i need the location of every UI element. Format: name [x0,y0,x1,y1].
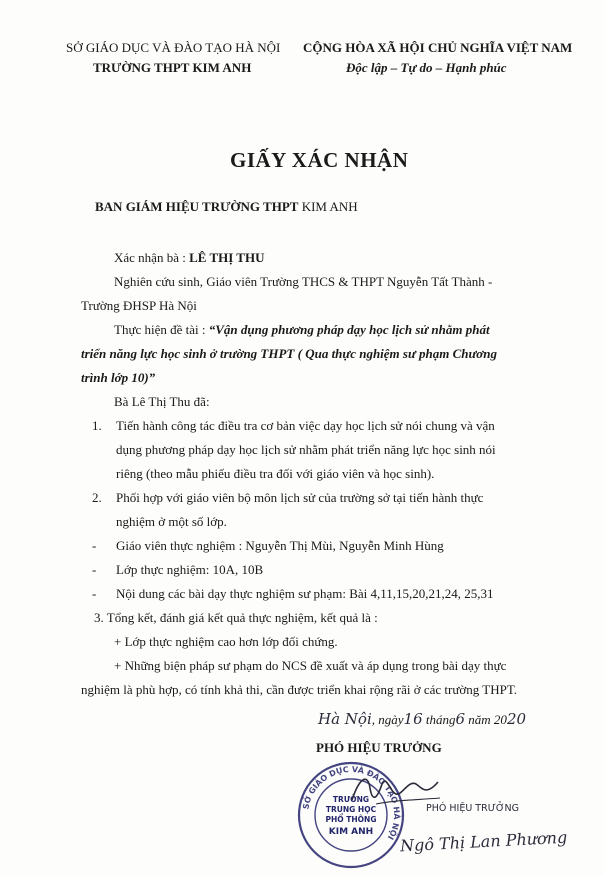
item-3-line: 3. Tổng kết, đánh giá kết quả thực nghiệm, kết quả là : [94,610,378,625]
stamp-line-1: TRƯỜNG [332,795,370,804]
teachers-line: Giáo viên thực nghiệm : Nguyễn Thị Mùi, Nguyễn Minh Hùng [116,538,444,553]
item-1-line-2: dụng phương pháp dạy học lịch sử nhằm phát triển năng lực học sinh nói [116,442,496,457]
item-1-number: 1. [92,418,102,433]
topic-line-1 [114,322,490,338]
school-name: TRƯỜNG THPT KIM ANH [93,60,252,75]
topic-title-3: trình lớp 10)” [81,370,156,385]
result-1: + Lớp thực nghiệm cao hơn lớp đối chứng. [114,634,338,649]
topic-title-2: triển năng lực học sinh ở trường THPT ( Qua thực nghiệm sư phạm Chương [81,346,498,361]
topic-prefix: Thực hiện đề tài : [114,322,209,337]
item-2-number: 2. [92,490,102,505]
topic-title-1: “Vận dụng phương pháp dạy học lịch sử nhằm phát [208,322,490,337]
stamp-line-3: PHỔ THÔNG [325,815,377,824]
classes-line: Lớp thực nghiệm: 10A, 10B [116,562,264,577]
document-title: GIẤY XÁC NHẬN [230,148,409,172]
date-day: 16 [403,710,423,728]
issuing-board-rest: KIM ANH [298,199,358,214]
signer-title: PHÓ HIỆU TRƯỞNG [316,740,442,755]
national-motto: Độc lập – Tự do – Hạnh phúc [346,60,507,75]
person-name: LÊ THỊ THU [189,250,265,265]
item-1-line-1: Tiến hành công tác điều tra cơ bản việc dạy học lịch sử nói chung và vận [116,418,495,433]
done-intro: Bà Lê Thị Thu đã: [114,394,210,409]
stamp-line-4: KIM ANH [328,827,374,837]
result-2-line-2: nghiệm là phù hợp, có tính khả thi, cần được triển khai rộng rãi ở các trường THPT. [81,682,518,697]
date-ngay: , ngày [371,712,404,727]
date-nam: năm 20 [465,712,507,727]
item-2-line-1: Phối hợp với giáo viên bộ môn lịch sử của trường sở tại tiến hành thực [116,490,484,505]
date-year: 20 [506,710,527,728]
date-line [318,710,526,728]
result-2-line-1: + Những biện pháp sư phạm do NCS đề xuất và áp dụng trong bài dạy thực [114,658,507,673]
issuing-board-bold: BAN GIÁM HIỆU TRƯỜNG THPT [95,199,299,214]
date-month: 6 [455,710,466,728]
role-line-1: Nghiên cứu sinh, Giáo viên Trường THCS & THPT Nguyễn Tất Thành - [114,274,493,289]
role-line-2: Trường ĐHSP Hà Nội [81,298,197,313]
dash-bullet: - [92,586,97,601]
stamp-ring-path: SỞ GIÁO DỤC VÀ ĐÀO TẠO HÀ NỘI [301,764,402,842]
signature-caption: PHÓ HIỆU TRƯỞNG [426,803,519,814]
lessons-line: Nội dung các bài dạy thực nghiệm sư phạm: Bài 4,11,15,20,21,24, 25,31 [116,586,494,601]
country-name: CỘNG HÒA XÃ HỘI CHỦ NGHĨA VIỆT NAM [303,40,573,55]
department-name: SỞ GIÁO DỤC VÀ ĐÀO TẠO HÀ NỘI [66,40,281,55]
signer-name: Ngô Thị Lan Phương [399,827,568,856]
dash-bullet: - [92,538,97,553]
stamp-line-2: TRUNG HỌC [325,805,377,814]
item-1-line-3: riêng (theo mẫu phiếu điều tra đối với giáo viên và học sinh). [116,466,435,481]
issuing-board [95,199,358,215]
date-thang: tháng [422,712,456,727]
item-2-line-2: nghiệm ở một số lớp. [116,514,227,529]
confirm-line [114,250,264,266]
dash-bullet: - [92,562,97,577]
confirm-prefix: Xác nhận bà : [114,250,190,265]
date-place: Hà Nội [318,710,372,728]
